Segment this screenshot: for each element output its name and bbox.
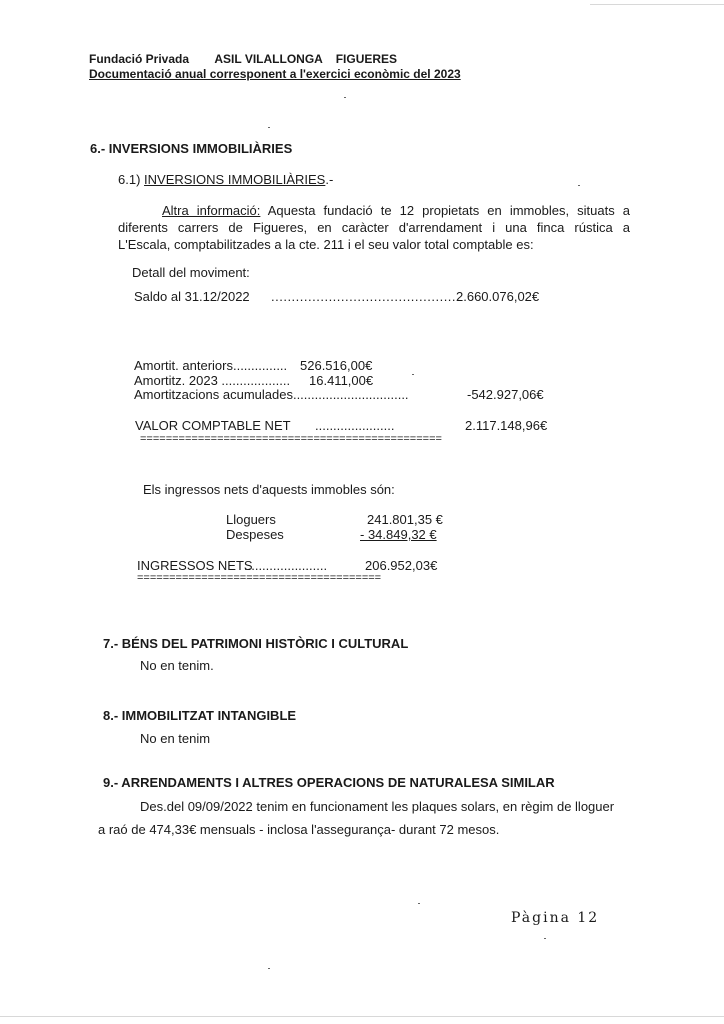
header-foundation-type: Fundació Privada [89, 52, 190, 66]
subsection-suffix: .- [325, 172, 334, 187]
scan-edge-bottom [0, 1016, 724, 1017]
info-label: Altra informació: [162, 203, 261, 218]
header-foundation-name: ASIL VILALLONGA [214, 52, 323, 66]
subsection-title: INVERSIONS IMMOBILIÀRIES [144, 172, 326, 187]
section-7-text: No en tenim. [140, 658, 214, 673]
net-value-amount: 2.117.148,96€ [465, 418, 548, 433]
section-8-title: 8.- IMMOBILITZAT INTANGIBLE [103, 708, 297, 723]
header-city: FIGUERES [335, 52, 398, 66]
rent-label: Lloguers [226, 512, 276, 527]
expenses-label: Despeses [226, 527, 284, 542]
detail-label: Detall del moviment: [132, 265, 250, 280]
amort-total-label: Amortitzacions acumulades................................ [134, 387, 409, 402]
section-8-text: No en tenim [140, 731, 211, 746]
scan-speck [344, 97, 346, 98]
header-line-1 [89, 52, 397, 66]
income-intro: Els ingressos nets d'aquests immobles són: [143, 482, 395, 497]
amort-2023-value: 16.411,00€ [309, 373, 374, 388]
info-paragraph [118, 202, 630, 253]
net-income-double-rule: ====================================== [137, 572, 382, 584]
saldo-value: 2.660.076,02€ [456, 289, 540, 304]
scan-speck [544, 938, 546, 939]
section-9-title: 9.- ARRENDAMENTS I ALTRES OPERACIONS DE NATURALESA SIMILAR [103, 775, 555, 790]
info-line-2: diferents carrers de Figueres, en caràcter d'arrendament i una finca rústica a [118, 220, 630, 235]
rent-value: 241.801,35 € [367, 512, 443, 527]
amort-prev-value: 526.516,00€ [300, 358, 373, 373]
info-line-1 [118, 202, 630, 219]
net-income-label: INGRESSOS NETS [137, 558, 253, 573]
info-line-3: L'Escala, comptabilitzades a la cte. 211 i el seu valor total comptable es: [118, 237, 534, 252]
net-value-double-rule: =============================================== [140, 433, 442, 445]
scan-edge-top [590, 4, 724, 5]
page-number: Pàgina 12 [511, 910, 600, 926]
net-income-value: 206.952,03€ [365, 558, 438, 573]
net-value-label: VALOR COMPTABLE NET [135, 418, 291, 433]
section-6-title: 6.- INVERSIONS IMMOBILIÀRIES [90, 141, 293, 156]
scan-speck [418, 903, 420, 904]
amort-prev-label: Amortit. anteriors............... [134, 358, 288, 373]
expenses-value: - 34.849,32 € [360, 527, 437, 542]
saldo-label: Saldo al 31.12/2022 [134, 289, 250, 304]
subsection-number: 6.1) [118, 172, 141, 187]
section-9-line-2: a raó de 474,33€ mensuals - inclosa l'assegurança- durant 72 mesos. [98, 822, 500, 837]
scan-speck [268, 127, 270, 128]
amort-2023-label: Amortitz. 2023 ................... [134, 373, 291, 388]
scan-speck [268, 968, 270, 969]
subsection-6-1-heading [118, 172, 333, 187]
net-value-dots: ...................... [315, 418, 395, 433]
info-line-1-text: Aquesta fundació te 12 propietats en immobles, situats a [267, 203, 630, 218]
saldo-dots: .............................................. [271, 289, 461, 304]
header-line-2: Documentació anual corresponent a l'exercici econòmic del 2023 [89, 67, 461, 81]
scan-speck [578, 185, 580, 186]
section-7-title: 7.- BÉNS DEL PATRIMONI HISTÒRIC I CULTURAL [103, 636, 409, 651]
scan-speck [412, 374, 414, 375]
amort-total-value: -542.927,06€ [467, 387, 544, 402]
net-income-dots: ....................... [244, 558, 328, 573]
section-9-line-1: Des.del 09/09/2022 tenim en funcionament les plaques solars, en règim de lloguer [140, 799, 615, 814]
